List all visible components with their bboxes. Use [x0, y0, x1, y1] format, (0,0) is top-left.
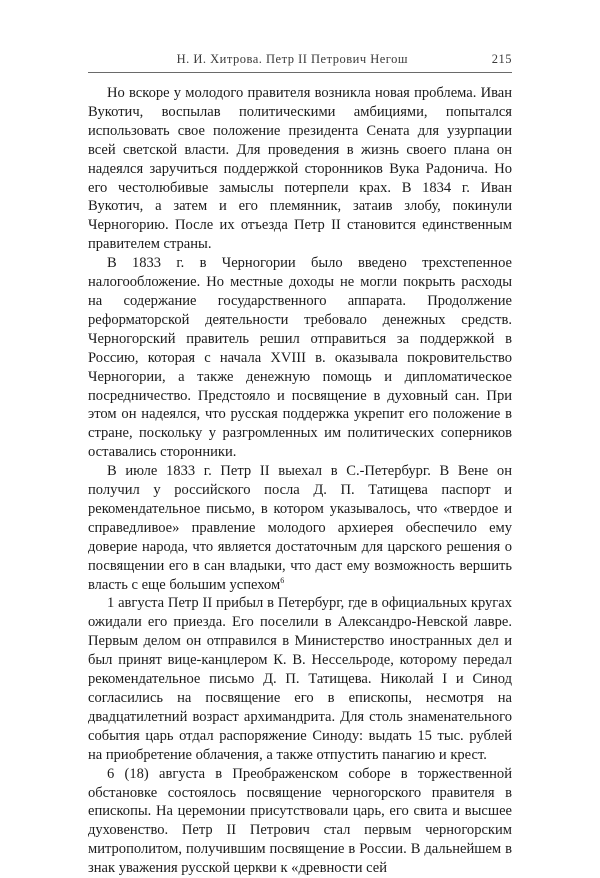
- paragraph-2: [88, 254, 512, 462]
- body-text: [88, 84, 512, 878]
- paragraph-1: [88, 84, 512, 254]
- paragraph-4: [88, 594, 512, 764]
- paragraph-text: В 1833 г. в Черногории было введено трехстепенное налогообложение. Но местные доходы не могли покрыть расходы на содержание государственного аппарата. Продолжение реформаторской деятельности требовало денежных средств. Черногорский правитель решил отправиться за поддержкой в Россию, которая с начала XVIII в. оказывала покровительство Черногории, а также денежную помощь и дипломатическое посредничество. Предстояло и посвящение в духовный сан. При этом он надеялся, что русская поддержка укрепит его положение в стране, поскольку у разгромленных им политических соперников оставались сторонники.: [88, 255, 512, 461]
- paragraph-text: В июле 1833 г. Петр II выехал в С.-Петербург. В Вене он получил у российского посла Д. П. Татищева паспорт и рекомендательное письмо, в котором указывалось, что «твердое и справедливое» правление молодого архиерея обеспечило ему доверие народа, что является достаточным для царского решения о посвящении его в сан владыки, что даст ему возможность вершить власть с еще большим успехом: [88, 463, 512, 593]
- running-head: [88, 52, 512, 72]
- paragraph-3: [88, 462, 512, 594]
- paragraph-text: 1 августа Петр II прибыл в Петербург, где в официальных кругах ожидали его приезда. Его поселили в Александро-Невской лавре. Первым делом он отправился в Министерство иностранных дел и был принят вице-канцлером К. В. Нессельроде, которому передал рекомендательное письмо Д. П. Татищева. Николай I и Синод согласились на посвящение его в епископы, несмотря на двадцатилетний возраст архимандрита. Для столь знаменательного события царь отдал распоряжение Синоду: выдать 15 тыс. рублей на приобретение облачения, а также отпустить панагию и крест.: [88, 595, 512, 763]
- paragraph-text: Но вскоре у молодого правителя возникла новая проблема. Иван Вукотич, воспылав политическими амбициями, попытался использовать свое положение президента Сената для узурпации всей светской власти. Для проведения в жизнь своего плана он надеялся заручиться поддержкой сторонников Вука Радонича. Но его честолюбивые замыслы потерпели крах. В 1834 г. Иван Вукотич, а затем и его племянник, затаив злобу, покинули Черногорию. После их отъезда Петр II становится единственным правителем страны.: [88, 85, 512, 253]
- page-number: 215: [491, 52, 512, 66]
- running-title: Н. И. Хитрова. Петр II Петрович Негош: [176, 52, 408, 66]
- footnote-reference[interactable]: 6: [280, 575, 285, 585]
- header-rule: [88, 72, 512, 73]
- paragraph-text: 6 (18) августа в Преображенском соборе в торжественной обстановке состоялось посвящение черногорского правителя в епископы. На церемонии присутствовали царь, его свита и высшее духовенство. Петр II Петрович стал первым черногорским митрополитом, получившим посвящение в России. В дальнейшем в знак уважения русской церкви к «древности сей: [88, 765, 512, 877]
- paragraph-5: [88, 765, 512, 878]
